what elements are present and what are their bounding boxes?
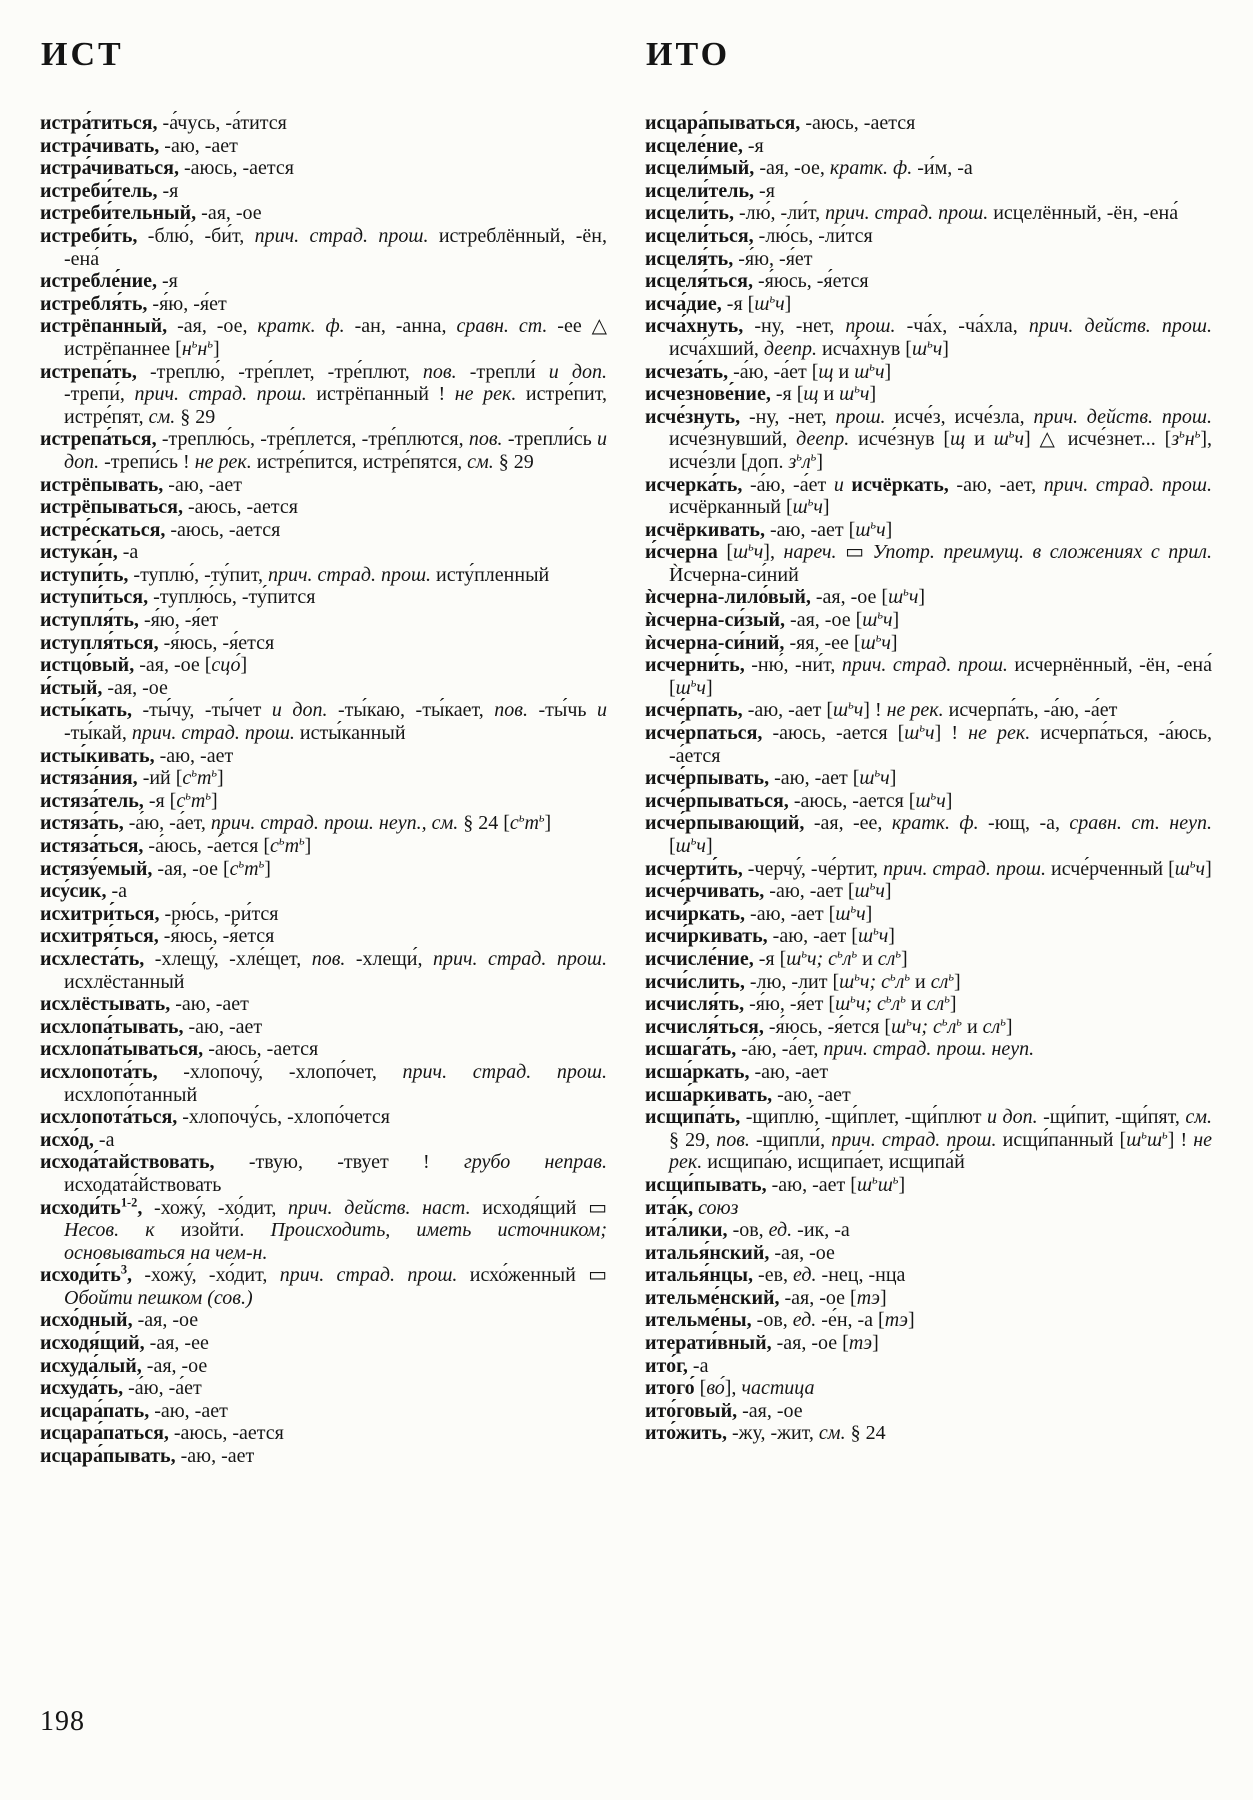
dictionary-entry: истребле́ние, -я [40, 270, 178, 293]
dictionary-entry: иступи́ться, -туплю́сь, -ту́пится [40, 586, 316, 609]
dictionary-entry: исцели́тель, -я [645, 179, 775, 202]
dictionary-entry: иступля́ться, -я́юсь, -я́ется [40, 631, 275, 654]
dictionary-entry: исче́рпываться, -аюсь, -ается $[ш^ьч]$ [645, 788, 953, 812]
dictionary-entry: исцара́пать, -аю, -ает [40, 1399, 228, 1422]
dictionary-entry: исча́хнуть, -ну, -нет, прош. -ча́х, -ча́хла, прич. действ. прош. исча́хший, деепр. исча́хнув $[ш^ьч]$ [645, 315, 1212, 360]
dictionary-entry: истреби́тельный, -ая, -ое [40, 202, 262, 225]
dictionary-entry: истяза́ться, -а́юсь, -а́ется $[с^ьт^ь]$ [40, 833, 312, 857]
dictionary-entry: исцели́мый, -ая, -ое, кратк. ф. -и́м, -а [645, 157, 973, 180]
dictionary-entry: истяза́тель, -я $[с^ьт^ь]$ [40, 788, 218, 812]
dictionary-entry: исцара́пываться, -аюсь, -ается [645, 112, 916, 134]
dictionary-entry: истра́чиваться, -аюсь, -ается [40, 157, 294, 180]
dictionary-entry: ѝсчерна-си́зый, -ая, -ое $[ш^ьч]$ [645, 607, 900, 632]
dictionary-entry: истука́н, -а [40, 541, 139, 564]
dictionary-entry: исхлопота́ть, -хлопочу́, -хлопо́чет, прич. страд. прош. исхлопо́танный [40, 1060, 607, 1106]
dictionary-entry: исчерти́ть, -черчу́, -че́ртит, прич. страд. прош. исче́рченный $[ш^ьч]$ [645, 855, 1212, 880]
dictionary-entry: исшага́ть, -а́ю, -а́ет, прич. страд. прош. неуп. [645, 1038, 1035, 1061]
dictionary-entry: исхитря́ться, -я́юсь, -я́ется [40, 925, 275, 948]
dictionary-entry: исче́рпаться, -аюсь, -ается $[ш^ьч]$ ! не рек. исчерпа́ться, -а́юсь, -а́ется [645, 720, 1212, 767]
dictionary-entry: исхуда́лый, -ая, -ое [40, 1354, 208, 1377]
dictionary-entry: ито́жить, -жу, -жит, см. § 24 [645, 1422, 886, 1445]
dictionary-entry: истязу́емый, -ая, -ое $[с^ьт^ь]$ [40, 855, 271, 880]
dictionary-entry: ѝсчерна-си́ний, -яя, -ее $[ш^ьч]$ [645, 630, 898, 654]
dictionary-entry: исцара́пывать, -аю, -ает [40, 1445, 255, 1468]
dictionary-entry: исчи́слить, -лю, -лит [$ш^ьч$; $с^ьл^ь$ и $сл^ь$] [645, 968, 961, 993]
dictionary-entry: истяза́ть, -а́ю, -а́ет, прич. страд. прош. неуп., см. § 24 $[с^ьт^ь]$ [40, 810, 552, 835]
dictionary-entry: ительме́нский, -ая, -ое [тэ] [645, 1286, 887, 1309]
dictionary-entry: исша́ркать, -аю, -ает [645, 1060, 829, 1083]
dictionary-entry: исче́рпывать, -аю, -ает $[ш^ьч]$ [645, 765, 897, 790]
dictionary-entry: истрёпанный, -ая, -ое, кратк. ф. -ан, -анна, сравн. ст. -ее △ истрёпаннее $[н^ьн^ь]$ [40, 315, 608, 360]
dictionary-entry: исхо́дный, -ая, -ое [40, 1309, 199, 1332]
dictionary-entry: италья́нцы, -ев, ед. -нец, -нца [645, 1264, 906, 1287]
dictionary-entry: исче́рчивать, -аю, -ает $[ш^ьч]$ [645, 878, 892, 903]
dictionary-entry: истре́скаться, -аюсь, -ается [40, 518, 281, 541]
dictionary-entry: исцеле́ние, -я [645, 134, 764, 157]
dictionary-entry: исчи́ркивать, -аю, -ает $[ш^ьч]$ [645, 923, 895, 948]
dictionary-entry: исче́рпать, -аю, -ает $[ш^ьч]$ ! не рек. исчерпа́ть, -а́ю, -а́ет [645, 697, 1118, 722]
dictionary-entry: исчерни́ть, -ню́, -ни́т, прич. страд. прош. исчернённый, -ён, -ена́ $[ш^ьч]$ [645, 654, 1213, 699]
left-column-guide-word: ИСТ [41, 36, 124, 73]
dictionary-entry: исцели́ть, -лю́, -ли́т, прич. страд. прош. исцелённый, -ён, -ена́ [645, 202, 1179, 225]
dictionary-entry: исходя́щий, -ая, -ее [40, 1332, 209, 1355]
dictionary-entry: истребля́ть, -я́ю, -я́ет [40, 292, 227, 315]
dictionary-entry: итого́ [во́], частица [645, 1377, 815, 1400]
dictionary-entry: и́счерна $[ш^ьч]$, нареч. ▭ Употр. преимущ. в сложениях с прил. Ѝсчерна-си́ний [645, 539, 1212, 586]
dictionary-entry: исцеля́ться, -я́юсь, -я́ется [645, 270, 869, 293]
dictionary-entry: иступля́ть, -я́ю, -я́ет [40, 609, 219, 632]
page-number: 198 [40, 1706, 85, 1737]
dictionary-entry: ительме́ны, -ов, ед. -е́н, -а [тэ] [645, 1309, 915, 1332]
dictionary-entry: итерати́вный, -ая, -ое [тэ] [645, 1332, 879, 1355]
right-column-guide-word: ИТО [646, 36, 731, 73]
dictionary-entry: ису́сик, -а [40, 880, 127, 903]
dictionary-entry: истяза́ния, -ий $[с^ьт^ь]$ [40, 765, 224, 790]
dictionary-entry: истрепа́ться, -треплю́сь, -тре́плется, -тре́плются, пов. -трепли́сь и доп. -трепи́сь ! не рек. истре́пится, истре́пятся, см. § 29 [40, 428, 607, 473]
dictionary-entry: италья́нский, -ая, -ое [645, 1241, 835, 1264]
dictionary-entry: иступи́ть, -туплю́, -ту́пит, прич. страд. прош. исту́пленный [40, 563, 550, 586]
dictionary-entry: исты́кать, -ты́чу, -ты́чет и доп. -ты́каю, -ты́кает, пов. -ты́чь и -ты́кай, прич. страд. прош. исты́канный [40, 699, 607, 745]
dictionary-entry: ита́лики, -ов, ед. -ик, -а [645, 1219, 850, 1242]
right-entries-list [645, 112, 1212, 1445]
dictionary-entry: исхлопа́тываться, -аюсь, -ается [40, 1038, 319, 1061]
dictionary-entry: исча́дие, -я $[ш^ьч]$ [645, 291, 792, 315]
dictionary-entry: исцели́ться, -лю́сь, -ли́тся [645, 224, 873, 247]
dictionary-entry: исты́кивать, -аю, -ает [40, 744, 234, 767]
dictionary-entry: истреби́ть, -блю́, -би́т, прич. страд. прош. истреблённый, -ён, -ена́ [40, 224, 608, 270]
dictionary-entry: $исходи́ть^3$, -хожу́, -хо́дит, прич. страд. прош. исхо́женный ▭ Обойти пешком (сов.) [40, 1262, 608, 1309]
dictionary-entry: исхлеста́ть, -хлещу́, -хле́щет, пов. -хлещи́, прич. страд. прош. исхлёстанный [40, 947, 608, 993]
dictionary-entry: истра́титься, -а́чусь, -а́тится [40, 112, 287, 134]
dictionary-entry: истцо́вый, -ая, -ое [сцо́] [40, 654, 248, 677]
dictionary-entry: исцара́паться, -аюсь, -ается [40, 1422, 284, 1445]
dictionary-entry: исхлопа́тывать, -аю, -ает [40, 1015, 263, 1038]
dictionary-entry: исчисле́ние, -я [$ш^ьч$; $с^ьл^ь$ и $сл^ь$] [645, 946, 908, 970]
dictionary-entry: исчезнове́ние, -я [щ и $ш^ьч$] [645, 381, 877, 406]
dictionary-entry: ито́г, -а [645, 1354, 709, 1377]
dictionary-entry: исхо́д, -а [40, 1128, 115, 1151]
dictionary-entry: исчисля́ть, -я́ю, -я́ет [$ш^ьч$; $с^ьл^ь$ и $сл^ь$] [645, 991, 957, 1016]
dictionary-entry: и́стый, -ая, -ое [40, 676, 168, 699]
dictionary-entry: исщи́пывать, -аю, -ает $[ш^ьш^ь]$ [645, 1172, 906, 1196]
dictionary-entry: истра́чивать, -аю, -ает [40, 134, 238, 157]
dictionary-entry: истреби́тель, -я [40, 179, 179, 202]
dictionary-entry: исхуда́ть, -а́ю, -а́ет [40, 1377, 202, 1400]
dictionary-entry: исхитри́ться, -рю́сь, -ри́тся [40, 902, 279, 925]
dictionary-entry: исче́знуть, -ну, -нет, прош. исче́з, исче́зла, прич. действ. прош. исче́знувший, деепр. исче́знув [щ и $ш^ьч$] △ исче́знет... $[з^ьн^ь]$, исче́зли [доп. $з^ьл^ь$] [645, 405, 1213, 473]
dictionary-entry: исщипа́ть, -щиплю́, -щи́плет, -щи́плют и доп. -щи́пит, -щи́пят, см. § 29, пов. -щипли́, прич. страд. прош. исщи́панный $[ш^ьш^ь]$ ! не рек. исщипа́ю, исщипа́ет, исщипа́й [645, 1106, 1213, 1174]
dictionary-entry: ита́к, союз [645, 1196, 739, 1219]
dictionary-entry: исчисля́ться, -я́юсь, -я́ется [$ш^ьч$; $с^ьл^ь$ и $сл^ь$] [645, 1014, 1013, 1038]
dictionary-entry: исче́рпывающий, -ая, -ее, кратк. ф. -ющ, -а, сравн. ст. неуп. $[ш^ьч]$ [645, 812, 1212, 857]
dictionary-entry: ѝсчерна-лило́вый, -ая, -ое $[ш^ьч]$ [645, 584, 926, 609]
dictionary-entry: $исходи́ть^{1-2}$, -хожу́, -хо́дит, прич. действ. наст. исходя́щий ▭ Несов. к изойти́. Происходить, иметь источником; основываться на чем-н. [40, 1194, 607, 1264]
dictionary-entry: истрепа́ть, -треплю́, -тре́плет, -тре́плют, пов. -трепли́ и доп. -трепи́, прич. страд. прош. истрёпанный ! не рек. истре́пит, истре́пят, см. § 29 [40, 360, 607, 428]
dictionary-entry: истрёпывать, -аю, -ает [40, 473, 242, 496]
left-column [40, 34, 607, 1468]
dictionary-entry: истрёпываться, -аюсь, -ается [40, 496, 298, 519]
right-column [645, 34, 1212, 1468]
dictionary-entry: исцеля́ть, -я́ю, -я́ет [645, 247, 813, 270]
dictionary-entry: исхлёстывать, -аю, -ает [40, 993, 249, 1016]
dictionary-entry: исша́ркивать, -аю, -ает [645, 1083, 851, 1106]
dictionary-entry: исчеза́ть, -а́ю, -а́ет [щ и $ш^ьч$] [645, 358, 892, 383]
dictionary-entry: исчерка́ть, -а́ю, -а́ет и исчёркать, -аю, -ает, прич. страд. прош. исчёрканный $[ш^ьч]$ [645, 473, 1213, 519]
dictionary-entry: исхода́тайствовать, -твую, -твует ! грубо неправ. исходата́йствовать [40, 1151, 607, 1196]
dictionary-entry: исхлопота́ться, -хлопочу́сь, -хлопо́чется [40, 1106, 390, 1129]
left-entries-list [40, 112, 607, 1468]
dictionary-entry: исчи́ркать, -аю, -ает $[ш^ьч]$ [645, 901, 873, 925]
dictionary-entry: исчёркивать, -аю, -ает $[ш^ьч]$ [645, 517, 893, 541]
dictionary-entry: ито́говый, -ая, -ое [645, 1399, 803, 1422]
